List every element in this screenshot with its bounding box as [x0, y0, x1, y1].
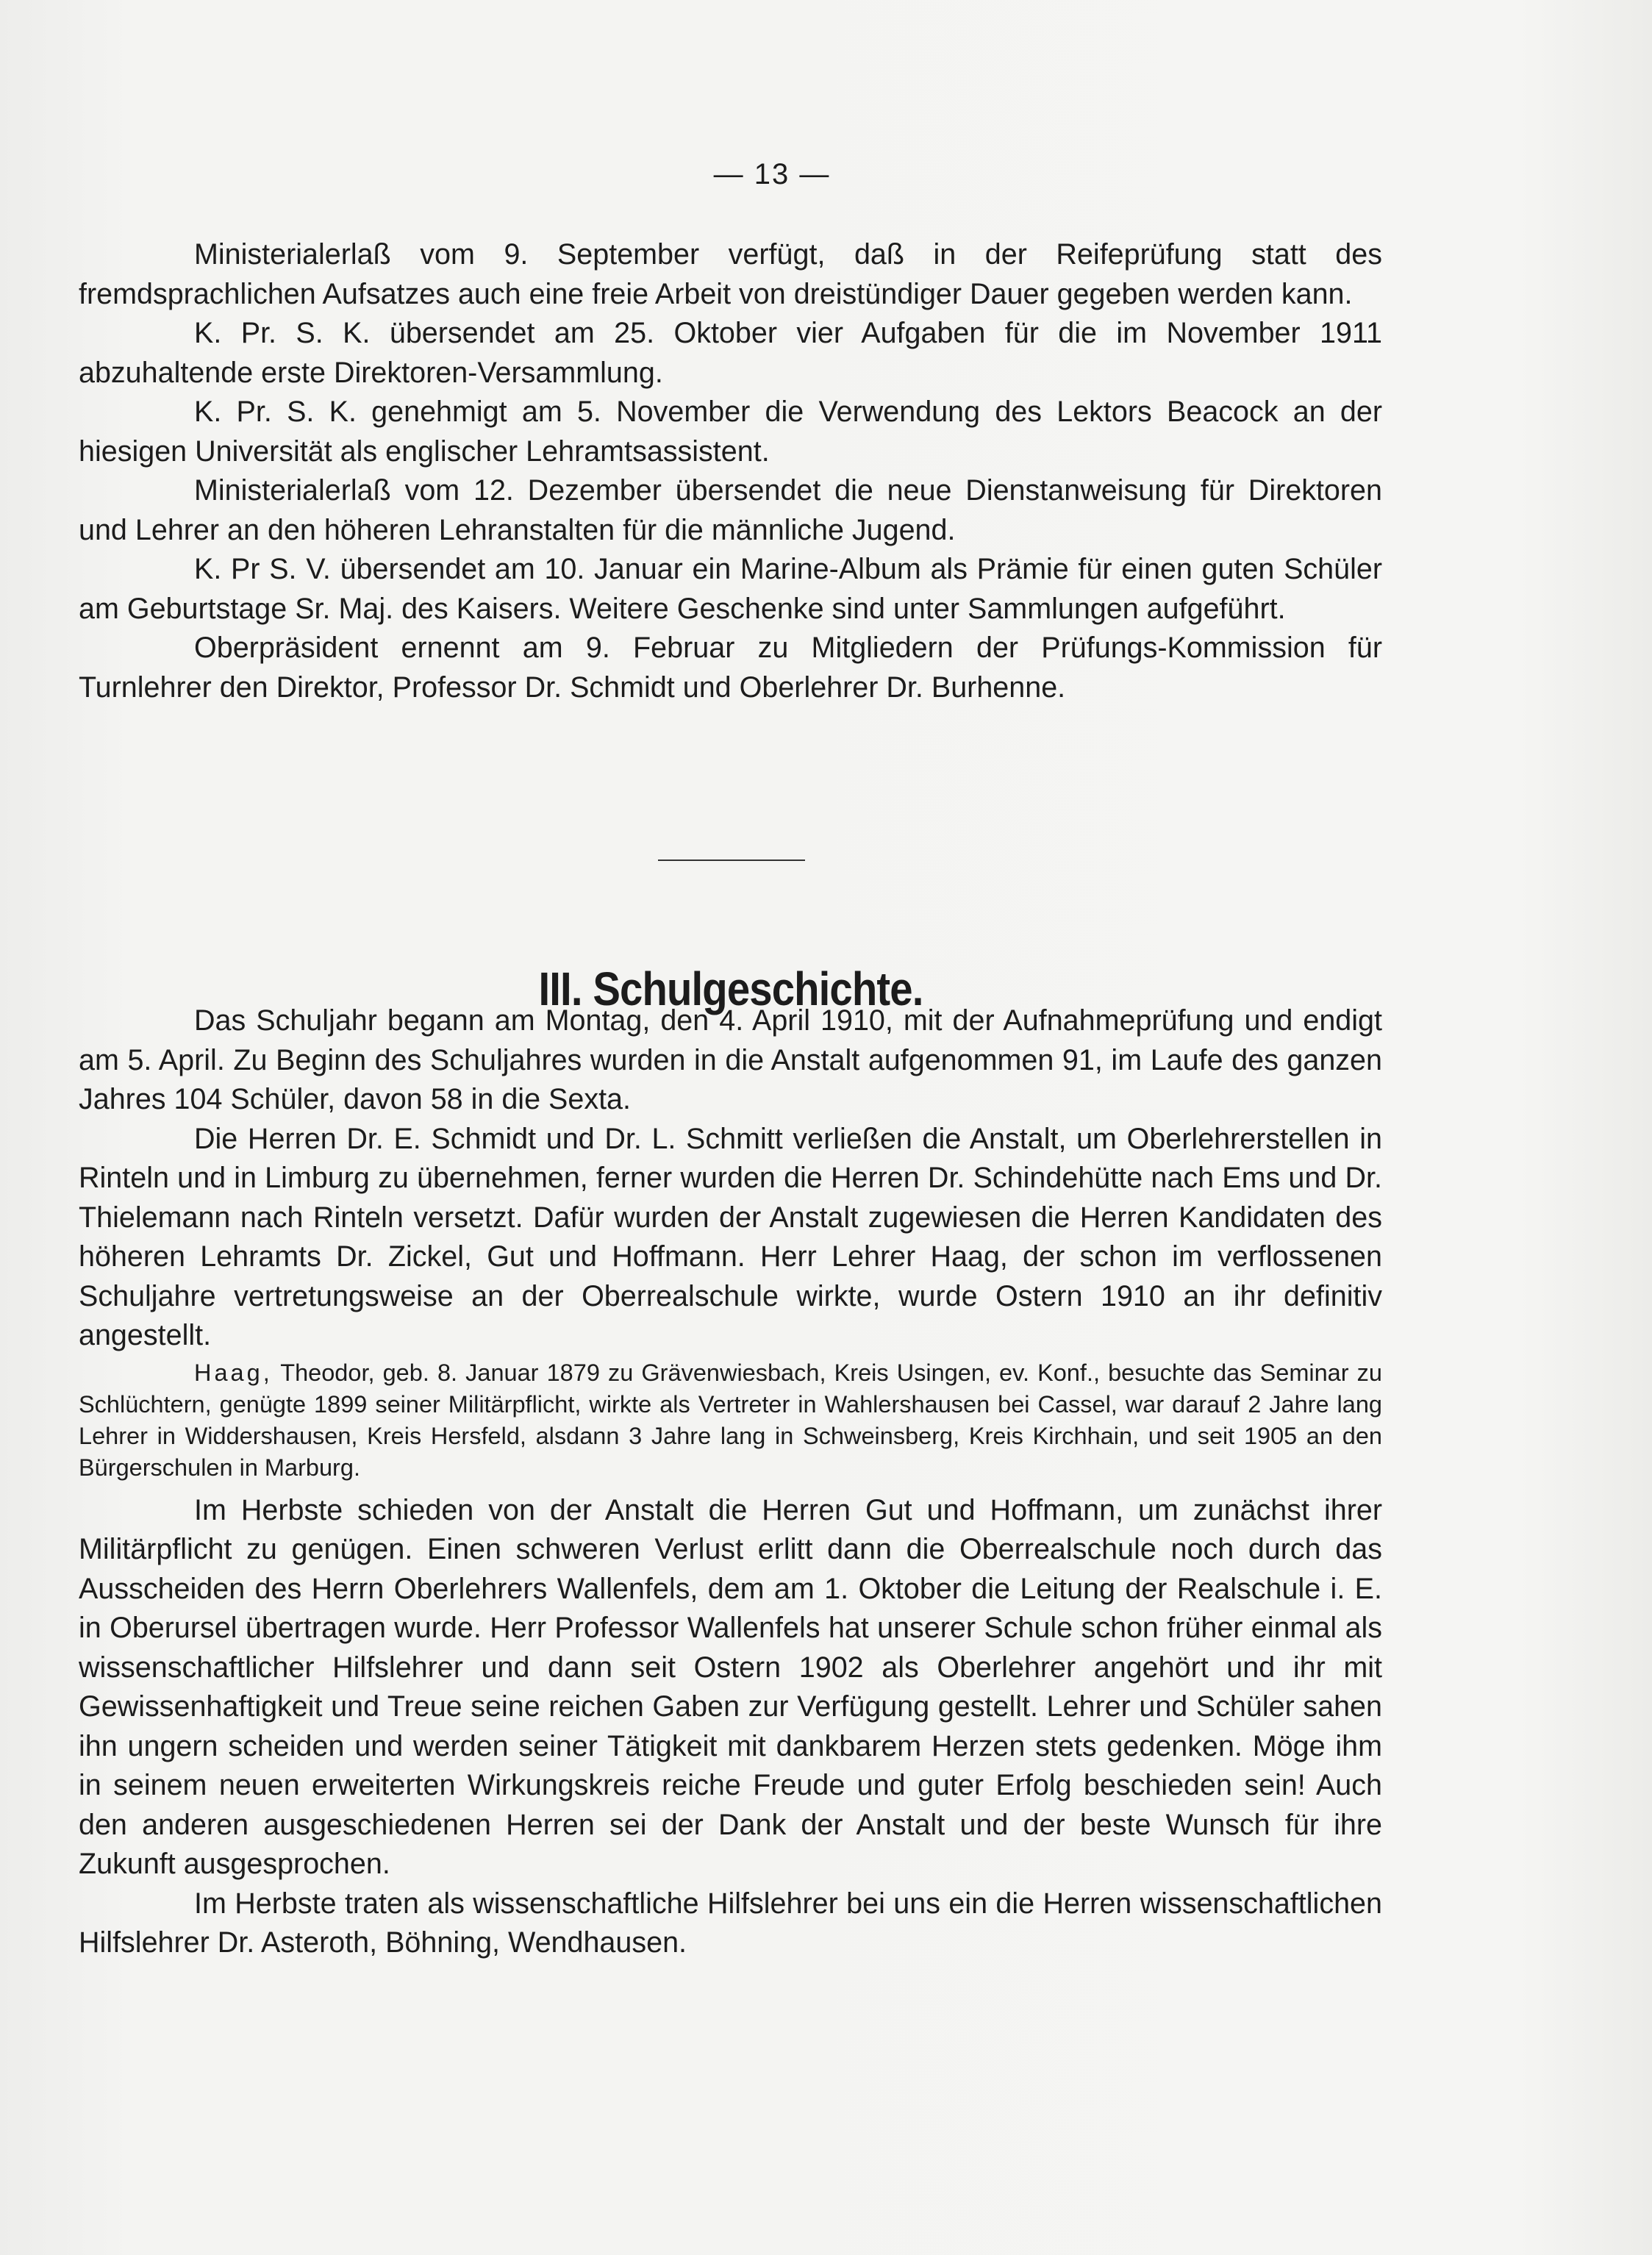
section-body: [79, 1001, 1382, 1963]
chronicle-paragraph: Oberpräsident ernennt am 9. Februar zu Mitgliedern der Prüfungs-Kommission für Turnlehrer den Direktor, Professor Dr. Schmidt und Oberlehrer Dr. Burhenne.: [79, 632, 1382, 704]
section-heading: III. Schulgeschichte.: [538, 962, 923, 1015]
note-name: Haag,: [194, 1359, 273, 1386]
biographical-note: [79, 1357, 1382, 1484]
section-paragraph: Das Schuljahr begann am Montag, den 4. April 1910, mit der Aufnahmeprüfung und endigt am 5. April. Zu Beginn des Schuljahres wurden in die Anstalt aufgenommen 91, im Laufe des ganzen Jahres 104 Schüler, davon 58 in die Sexta.: [79, 1004, 1382, 1115]
note-text: Theodor, geb. 8. Januar 1879 zu Grävenwiesbach, Kreis Usingen, ev. Konf., besuchte das Seminar zu Schlüchtern, genügte 1899 seiner Militärpflicht, wirkte als Vertreter in Wahlershausen bei Cassel, war darauf 2 Jahre lang Lehrer in Widdershausen, Kreis Hersfeld, alsdann 3 Jahre lang in Schweinsberg, Kreis Kirchhain, und seit 1905 an den Bürgerschulen in Marburg.: [79, 1359, 1382, 1481]
chronicle-paragraph: Ministerialerlaß vom 9. September verfügt, daß in der Reifeprüfung statt des fremdsprachlichen Aufsatzes auch eine freie Arbeit von dreistündiger Dauer gegeben werden kann.: [79, 238, 1382, 310]
chronicle-entries: [79, 235, 1382, 707]
chronicle-paragraph: Ministerialerlaß vom 12. Dezember übersendet die neue Dienstanweisung für Direktoren und Lehrer an den höheren Lehranstalten für die männliche Jugend.: [79, 474, 1382, 546]
page-number: — 13 —: [713, 158, 831, 190]
chronicle-paragraph: K. Pr S. V. übersendet am 10. Januar ein Marine-Album als Prämie für einen guten Schüler am Geburtstage Sr. Maj. des Kaisers. Weitere Geschenke sind unter Sammlungen aufgeführt.: [79, 553, 1382, 625]
section-paragraph: Im Herbste schieden von der Anstalt die Herren Gut und Hoffmann, um zunächst ihrer Militärpflicht zu genügen. Einen schweren Verlust erlitt dann die Oberrealschule noch durch das Ausscheiden des Herrn Oberlehrers Wallenfels, dem am 1. Oktober die Leitung der Realschule i. E. in Oberursel übertragen wurde. Herr Professor Wallenfels hat unserer Schule schon früher einmal als wissenschaftlicher Hilfslehrer und dann seit Ostern 1902 als Oberlehrer angehört und ihr mit Gewissenhaftigkeit und Treue seine reichen Gaben zur Verfügung gestellt. Lehrer und Schüler sahen ihn ungern scheiden und werden seiner Tätigkeit mit dankbarem Herzen stets gedenken. Möge ihm in seinem neuen erweiterten Wirkungskreis reiche Freude und guter Erfolg beschieden sein! Auch den anderen ausgeschiedenen Herren sei der Dank der Anstalt und der beste Wunsch für ihre Zukunft ausgesprochen.: [79, 1493, 1382, 1880]
section-paragraph: Die Herren Dr. E. Schmidt und Dr. L. Schmitt verließen die Anstalt, um Oberlehrerstellen in Rinteln und in Limburg zu übernehmen, ferner wurden die Herren Dr. Schindehütte nach Ems und Dr. Thielemann nach Rinteln versetzt. Dafür wurden der Anstalt zugewiesen die Herren Kandidaten des höheren Lehramts Dr. Zickel, Gut und Hoffmann. Herr Lehrer Haag, der schon im verflossenen Schuljahre vertretungsweise an der Oberrealschule wirkte, wurde Ostern 1910 an ihr definitiv angestellt.: [79, 1122, 1382, 1351]
chronicle-paragraph: K. Pr. S. K. übersendet am 25. Oktober vier Aufgaben für die im November 1911 abzuhaltende erste Direktoren-Versammlung.: [79, 317, 1382, 389]
chronicle-paragraph: K. Pr. S. K. genehmigt am 5. November die Verwendung des Lektors Beacock an der hiesigen Universität als englischer Lehramtsassistent.: [79, 396, 1382, 468]
section-paragraph: Im Herbste traten als wissenschaftliche Hilfslehrer bei uns ein die Herren wissenschaftlichen Hilfslehrer Dr. Asteroth, Böhning, Wendhausen.: [79, 1887, 1382, 1959]
section-divider: [658, 860, 805, 861]
